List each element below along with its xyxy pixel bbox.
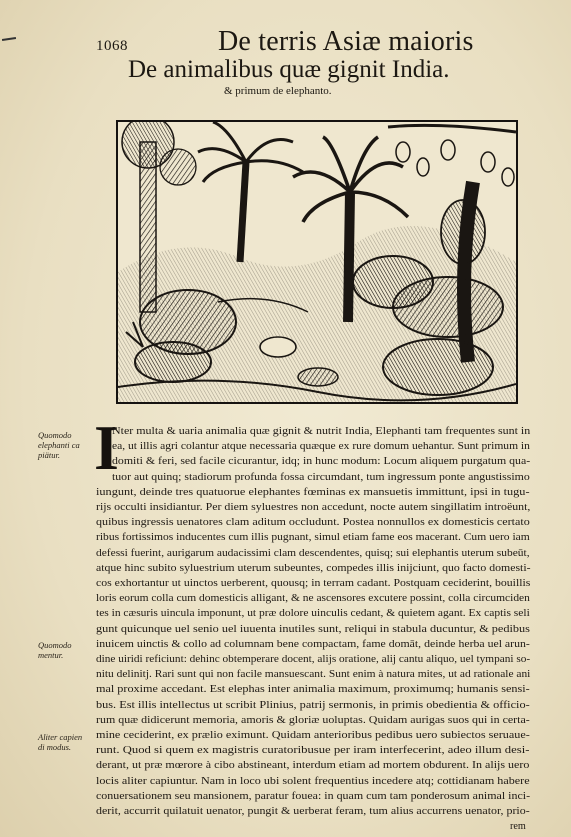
text-line: tes in cæsuris uincula imponunt, ut præ dolore uinculis cedant, & quietem agant. Ex captis seli: [96, 608, 530, 620]
text-line: rijs occulti insidiantur. Per diem syluestres non accedunt, nocte autem singillatim introëunt,: [96, 502, 531, 513]
text-line: rum quæ didicerunt memoria, amoris & gloriæ uoluptas. Quidam aurigas suos qui in certa-: [96, 714, 530, 726]
margin-note-taming: [38, 640, 72, 660]
margin-note-other-method: [38, 732, 82, 752]
text-line: rem: [510, 821, 526, 833]
text-line: bus. Est illis intellectus ut scribit Plinius, patrij sermonis, in primis obedientia & officio-: [96, 699, 530, 711]
text-line: atque hinc subito syluestrium uterum subeuntes, compedes illis inijciunt, quo facto domesti-: [96, 562, 531, 574]
page-title: De terris Asiæ maioris: [218, 26, 474, 57]
margin-note-text: Aliter capien di modus.: [38, 732, 83, 752]
text-line: nitu delinitj. Rari sunt qui non facile mansuescant. Sunt enim à natura mites, ut ad rationale ani: [96, 669, 531, 681]
margin-note-text: Quomodo elephanti ca piätur.: [38, 430, 80, 460]
text-line: derit, accurrit quilatuit uenator, pungit & uerberat feram, tum alius accurrens uenator, prio-: [96, 806, 530, 817]
page-number: 1068: [96, 38, 128, 54]
text-line: mine ceciderint, ex prælio eximunt. Quidam anterioribus pedibus uero subiectos seruaue-: [96, 730, 530, 741]
text-line: Nter multa & uaria animalia quæ gignit & nutrit India, Elephanti tam frequentes sunt in: [112, 426, 531, 437]
text-line: defessi fuerint, aurigarum audacissimi clam descendentes, quisq; sui elephantis uterum subeūt,: [96, 547, 530, 559]
text-line: inuicem uinctis & collo ad columnam bene compactam, fame domāt, deinde herba uel arun-: [96, 638, 530, 650]
text-line: ribus fortissimos inducentes cum illis pugnant, simul etiam fame eos macerant. Cum uero iam: [96, 532, 530, 544]
woodcut-illustration: [116, 120, 518, 404]
ink-mark: [2, 37, 16, 41]
text-line: tuor aut quinq; stadiorum profunda fossa circumdant, tum ingressum ponte angustissimo: [112, 471, 530, 483]
text-line: gunt quicunque uel senio uel iuuenta inutiles sunt, reliqui in stabula ducuntur, & pedibus: [96, 623, 530, 635]
text-line: iungunt, deinde tres quatuorue elephantes fœminas ex mansuetis immittunt, ipsi in tugu-: [96, 486, 530, 498]
text-line: mal proxime accedant. Est elephas inter animalia maximum, proximumq; humanis sensi-: [96, 684, 530, 696]
chapter-subtitle: & primum de elephanto.: [224, 85, 332, 97]
text-line: ea, ut illis agri colantur atque necessaria quæque ex rure domum uehantur. Sunt primum in: [112, 441, 530, 453]
drop-capital: I: [94, 412, 119, 483]
text-line: locis aliter capiuntur. Nam in loco ubi solent frequentius incedere atq; cottidianam habere: [96, 775, 530, 787]
text-line: conuersationem seu mansionem, paratur fouea: in quam cum tam ponderosum animal inci-: [96, 790, 531, 802]
woodcut-drawing: [118, 122, 516, 402]
margin-note-capture: [38, 430, 80, 460]
text-line: derant, ut præ mœrore à cibo abstineant, interdum etiam ad mortem obdurent. In alijs uero: [96, 760, 530, 772]
text-line: cos exhortantur ut uinctos uerberent, quousq; in terram cadant. Postquam ceciderint, bouillis: [96, 578, 531, 589]
text-line: loris eorum colla cum domesticis alligant, & ne ascensores excutere possint, colla circumciden: [96, 593, 530, 605]
text-line: runt. Quod si quem ex magistris curatoribusue per iram interfecerint, adeo illum desi-: [96, 745, 530, 757]
text-line: quibus ingressis uenatores clam aditum occludunt. Postea nonnullos ex domesticis certato: [96, 517, 530, 529]
text-line: dine uiridi reficiunt: dehinc obtemperare docent, alijs oratione, alij cantu aliquo, uel tympani so-: [96, 654, 531, 665]
chapter-title: De animalibus quæ gignit India.: [128, 56, 450, 83]
text-line: domiti & feri, sed facile cicurantur, idq; in hunc modum: Locum aliquem purgatum qua-: [112, 456, 531, 468]
margin-note-text: Quomodo mentur.: [38, 640, 72, 660]
